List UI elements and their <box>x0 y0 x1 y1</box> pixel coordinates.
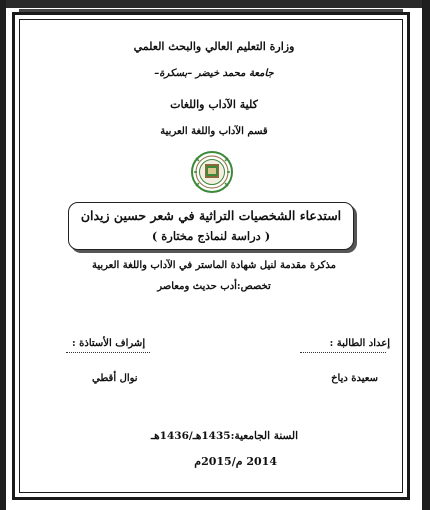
university-logo-icon <box>184 150 240 194</box>
supervisor-name: نوال أقطي <box>92 373 138 384</box>
student-label: إعداد الطالبة : <box>329 338 390 349</box>
thesis-title: استدعاء الشخصيات التراثية في شعر حسين زيدان <box>80 208 342 223</box>
scan-edge-top <box>0 0 430 8</box>
thesis-subtitle: ( دراسة لنماذج مختارة ) <box>151 229 271 243</box>
page-border-inner <box>19 19 403 493</box>
scan-edge-right <box>422 0 430 510</box>
faculty-line: كلية الآداب واللغات <box>170 98 258 111</box>
scan-edge-left <box>0 0 6 510</box>
student-name: سعيدة دياخ <box>331 373 378 384</box>
ministry-line: وزارة التعليم العالي والبحث العلمي <box>133 40 295 53</box>
thesis-title-box <box>68 202 354 250</box>
student-label-rule <box>300 352 386 353</box>
thesis-description: مذكرة مقدمة لنيل شهادة الماستر في الآداب واللغة العربية <box>91 260 337 271</box>
supervisor-label-rule <box>66 352 150 353</box>
department-line: قسم الآداب واللغة العربية <box>160 126 268 137</box>
supervisor-label: إشراف الأستاذة : <box>72 338 146 349</box>
university-line: جامعة محمد خيضر –بسكرة– <box>154 68 274 79</box>
academic-year-gregorian: 2014 م/2015م <box>194 455 277 468</box>
academic-year-hijri: السنة الجامعية:1435هـ/1436هـ <box>151 430 298 442</box>
specialty-line: تخصص:أدب حديث ومعاصر <box>157 281 271 292</box>
